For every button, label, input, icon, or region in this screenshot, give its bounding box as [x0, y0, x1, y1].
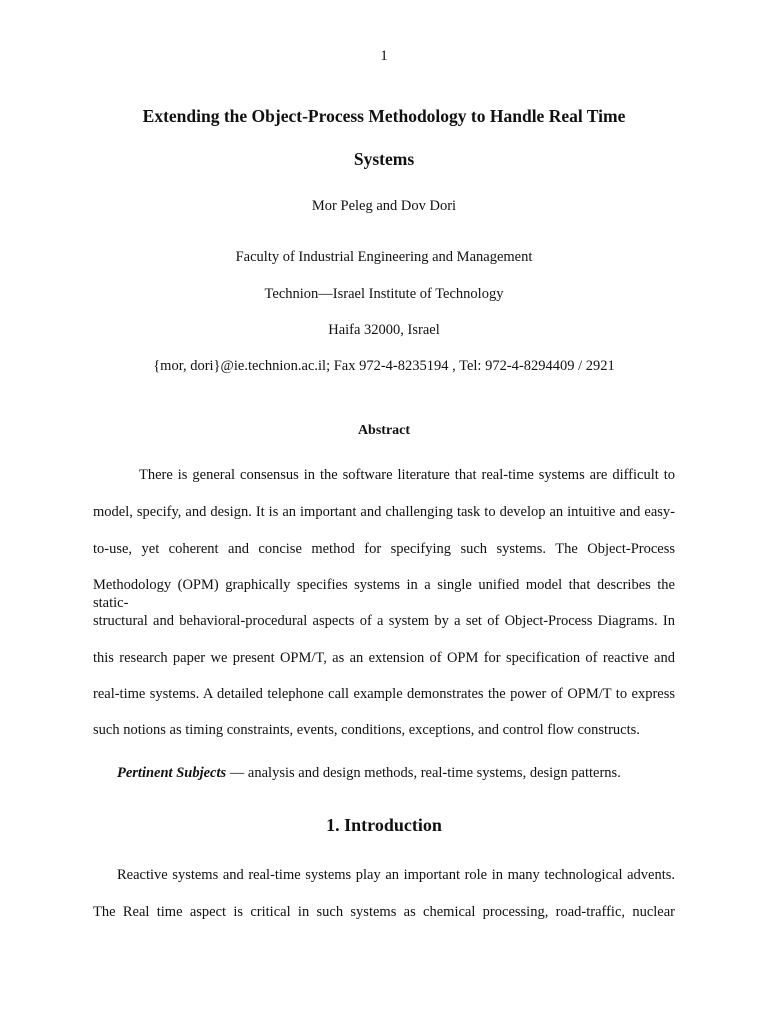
paper-title-line-2: Systems: [353, 149, 415, 169]
section-heading-introduction: 1. Introduction: [326, 815, 442, 835]
abstract-line: real-time systems. A detailed telephone call example demonstrates the power of OPM/T to express: [93, 686, 675, 702]
affiliation-line-3: Haifa 32000, Israel: [328, 322, 440, 338]
abstract-line: There is general consensus in the software literature that real-time systems are difficult to: [139, 467, 675, 483]
abstract-line: Methodology (OPM) graphically specifies systems in a single unified model that describes the static-: [93, 577, 675, 611]
page-number: 1: [380, 48, 388, 64]
authors: Mor Peleg and Dov Dori: [311, 198, 457, 214]
contact-info: {mor, dori}@ie.technion.ac.il; Fax 972-4-8235194 , Tel: 972-4-8294409 / 2921: [153, 358, 615, 374]
affiliation-line-1: Faculty of Industrial Engineering and Management: [235, 249, 533, 265]
abstract-line: this research paper we present OPM/T, as an extension of OPM for specification of reactive and: [93, 650, 675, 666]
abstract-heading: Abstract: [357, 423, 411, 438]
pertinent-subjects: [117, 765, 621, 782]
pertinent-subjects-text: — analysis and design methods, real-time systems, design patterns.: [226, 765, 621, 781]
abstract-line: structural and behavioral-procedural aspects of a system by a set of Object-Process Diagrams. In: [93, 613, 675, 629]
introduction-line: The Real time aspect is critical in such systems as chemical processing, road-traffic, nuclear: [93, 904, 675, 920]
affiliation-line-2: Technion—Israel Institute of Technology: [264, 286, 504, 302]
abstract-line: model, specify, and design. It is an important and challenging task to develop an intuitive and easy-: [93, 504, 675, 520]
paper-title-line-1: Extending the Object-Process Methodology to Handle Real Time: [142, 106, 626, 126]
abstract-line: to-use, yet coherent and concise method for specifying such systems. The Object-Process: [93, 541, 675, 557]
abstract-line: such notions as timing constraints, events, conditions, exceptions, and control flow constructs.: [93, 722, 640, 738]
pertinent-subjects-label: Pertinent Subjects: [117, 765, 227, 781]
introduction-line: Reactive systems and real-time systems play an important role in many technological advents.: [117, 867, 675, 883]
